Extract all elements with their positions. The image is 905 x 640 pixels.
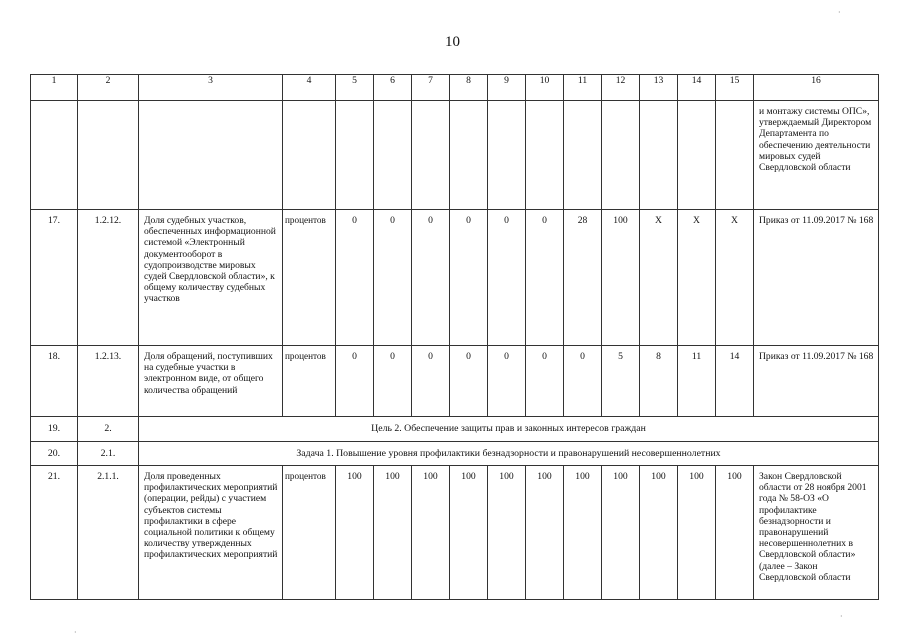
header-cell: 5 bbox=[336, 75, 374, 101]
value-cell: Х bbox=[640, 210, 678, 346]
table-row bbox=[31, 466, 879, 600]
value-cell: 14 bbox=[716, 346, 754, 417]
value-cell: 0 bbox=[488, 210, 526, 346]
header-cell: 11 bbox=[564, 75, 602, 101]
value-cell: Х bbox=[716, 210, 754, 346]
value-cell: 100 bbox=[526, 466, 564, 600]
header-cell: 6 bbox=[374, 75, 412, 101]
value-cell: 28 bbox=[564, 210, 602, 346]
header-cell: 15 bbox=[716, 75, 754, 101]
row-number: 17. bbox=[31, 210, 78, 346]
goal-title: Цель 2. Обеспечение защиты прав и законных интересов граждан bbox=[139, 417, 879, 442]
basis-cell: и монтажу системы ОПС», утверждаемый Директором Департамента по обеспечению деятельности мировых судей Свердловской области bbox=[754, 101, 879, 210]
value-cell: 11 bbox=[678, 346, 716, 417]
header-cell: 4 bbox=[283, 75, 336, 101]
value-cell: 100 bbox=[602, 466, 640, 600]
table-row bbox=[31, 346, 879, 417]
value-cell: 0 bbox=[450, 210, 488, 346]
row-code: 2. bbox=[78, 417, 139, 442]
indicators-table bbox=[30, 74, 879, 600]
unit-cell: процентов bbox=[283, 210, 336, 346]
header-cell: 13 bbox=[640, 75, 678, 101]
value-cell: 100 bbox=[450, 466, 488, 600]
header-cell: 8 bbox=[450, 75, 488, 101]
row-code: 2.1.1. bbox=[78, 466, 139, 600]
value-cell: Х bbox=[678, 210, 716, 346]
value-cell: 0 bbox=[374, 346, 412, 417]
row-number: 20. bbox=[31, 442, 78, 466]
value-cell: 0 bbox=[526, 346, 564, 417]
row-number: 18. bbox=[31, 346, 78, 417]
header-cell: 1 bbox=[31, 75, 78, 101]
task-row bbox=[31, 442, 879, 466]
scan-speck: · bbox=[838, 8, 841, 17]
unit-cell: процентов bbox=[283, 346, 336, 417]
header-cell: 3 bbox=[139, 75, 283, 101]
goal-row bbox=[31, 417, 879, 442]
scan-speck: · bbox=[840, 612, 843, 621]
unit-cell: процентов bbox=[283, 466, 336, 600]
basis-cell: Закон Свердловской области от 28 ноября 2001 года № 58-ОЗ «О профилактике безнадзорности и правонарушений несовершеннолетних в Свердловской области» (далее – Закон Свердловской области bbox=[754, 466, 879, 600]
value-cell: 100 bbox=[488, 466, 526, 600]
header-cell: 14 bbox=[678, 75, 716, 101]
value-cell: 0 bbox=[374, 210, 412, 346]
value-cell: 0 bbox=[526, 210, 564, 346]
value-cell: 100 bbox=[640, 466, 678, 600]
table-row bbox=[31, 210, 879, 346]
continuation-row bbox=[31, 101, 879, 210]
basis-cell: Приказ от 11.09.2017 № 168 bbox=[754, 210, 879, 346]
value-cell: 100 bbox=[716, 466, 754, 600]
indicator-name: Доля судебных участков, обеспеченных информационной системой «Электронный документооборот в судопроизводстве мировых судей Свердловской области», к общему количеству судебных участков bbox=[139, 210, 283, 346]
row-number: 19. bbox=[31, 417, 78, 442]
value-cell: 100 bbox=[336, 466, 374, 600]
task-title: Задача 1. Повышение уровня профилактики безнадзорности и правонарушений несовершеннолетних bbox=[139, 442, 879, 466]
row-code: 2.1. bbox=[78, 442, 139, 466]
header-cell: 12 bbox=[602, 75, 640, 101]
value-cell: 100 bbox=[602, 210, 640, 346]
value-cell: 0 bbox=[488, 346, 526, 417]
scan-speck: · bbox=[74, 628, 77, 637]
value-cell: 0 bbox=[412, 210, 450, 346]
value-cell: 0 bbox=[336, 210, 374, 346]
header-row bbox=[31, 75, 879, 101]
row-code: 1.2.12. bbox=[78, 210, 139, 346]
indicator-name: Доля проведенных профилактических мероприятий (операции, рейды) с участием субъектов системы профилактики в сфере социальной политики к общему количеству утвержденных профилактических мероприятий bbox=[139, 466, 283, 600]
basis-cell: Приказ от 11.09.2017 № 168 bbox=[754, 346, 879, 417]
row-code: 1.2.13. bbox=[78, 346, 139, 417]
value-cell: 0 bbox=[336, 346, 374, 417]
value-cell: 100 bbox=[412, 466, 450, 600]
header-cell: 9 bbox=[488, 75, 526, 101]
row-number: 21. bbox=[31, 466, 78, 600]
value-cell: 0 bbox=[564, 346, 602, 417]
value-cell: 100 bbox=[564, 466, 602, 600]
indicator-name: Доля обращений, поступивших на судебные участки в электронном виде, от общего количества обращений bbox=[139, 346, 283, 417]
header-cell: 10 bbox=[526, 75, 564, 101]
page-number: 10 bbox=[445, 34, 460, 50]
value-cell: 5 bbox=[602, 346, 640, 417]
header-cell: 2 bbox=[78, 75, 139, 101]
value-cell: 0 bbox=[412, 346, 450, 417]
header-cell: 16 bbox=[754, 75, 879, 101]
value-cell: 100 bbox=[678, 466, 716, 600]
value-cell: 8 bbox=[640, 346, 678, 417]
value-cell: 0 bbox=[450, 346, 488, 417]
header-cell: 7 bbox=[412, 75, 450, 101]
value-cell: 100 bbox=[374, 466, 412, 600]
